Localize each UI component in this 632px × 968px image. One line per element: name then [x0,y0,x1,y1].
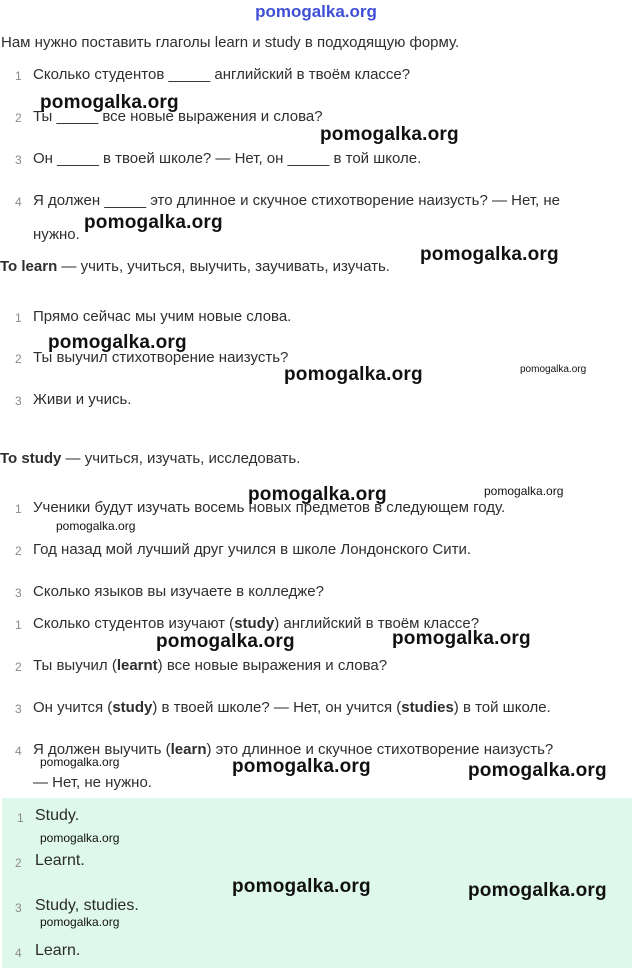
watermark: pomogalka.org [84,212,223,233]
example-number: 1 [15,502,22,516]
watermark: pomogalka.org [48,332,187,353]
learn-definition: — учить, учиться, выучить, заучивать, изучать. [57,258,390,275]
learn-heading [0,258,390,275]
watermark: pomogalka.org [248,484,387,505]
watermark: pomogalka.org [484,484,564,498]
example-number: 3 [15,394,22,408]
study-term: To study [0,450,62,467]
task-number: 2 [15,111,22,125]
filled-number: 4 [15,744,22,758]
watermark: pomogalka.org [232,876,371,897]
filled-sentence-continued: — Нет, не нужно. [33,774,152,791]
watermark: pomogalka.org [40,755,120,769]
answer-text: Learn. [35,942,81,959]
watermark: pomogalka.org [468,760,607,781]
watermark: pomogalka.org [40,915,120,929]
task-text: Ты _____ все новые выражения и слова? [33,108,323,125]
filled-sentence: Он учится (study) в твоей школе? — Нет, он учится (studies) в той школе. [33,699,551,716]
task-text-continued: нужно. [33,226,80,243]
answer-number: 3 [15,901,22,915]
study-example: Сколько языков вы изучаете в колледже? [33,583,324,600]
filled-number: 2 [15,660,22,674]
example-number: 1 [15,311,22,325]
study-example: Ученики будут изучать восемь новых предметов в следующем году. [33,499,506,516]
answer-text: Learnt. [35,852,85,869]
watermark: pomogalka.org [40,92,179,113]
study-definition: — учиться, изучать, исследовать. [61,450,301,467]
watermark: pomogalka.org [468,880,607,901]
answer-text: Study. [35,807,80,824]
answer-number: 1 [17,811,24,825]
learn-example: Прямо сейчас мы учим новые слова. [33,308,292,325]
answer-number: 4 [15,946,22,960]
task-number: 4 [15,195,22,209]
watermark: pomogalka.org [520,364,587,375]
learn-example: Ты выучил стихотворение наизусть? [33,349,289,366]
filled-number: 1 [15,618,22,632]
watermark: pomogalka.org [56,519,136,533]
watermark: pomogalka.org [420,244,559,265]
task-text: Он _____ в твоей школе? — Нет, он _____ в той школе. [33,150,422,167]
watermark: pomogalka.org [320,124,459,145]
site-header[interactable]: pomogalka.org [255,2,377,21]
example-number: 2 [15,544,22,558]
filled-sentence: Сколько студентов изучают (study) английский в твоём классе? [33,615,480,632]
watermark: pomogalka.org [156,631,295,652]
study-example: Год назад мой лучший друг учился в школе Лондонского Сити. [33,541,472,558]
intro-text: Нам нужно поставить глаголы learn и study в подходящую форму. [1,34,460,51]
watermark: pomogalka.org [284,364,423,385]
task-number: 3 [15,153,22,167]
filled-sentence: Я должен выучить (learn) это длинное и скучное стихотворение наизусть? [33,741,554,758]
task-number: 1 [15,69,22,83]
learn-term: To learn [0,258,58,275]
task-text: Я должен _____ это длинное и скучное стихотворение наизусть? — Нет, не [33,192,561,209]
watermark: pomogalka.org [40,831,120,845]
example-number: 2 [15,352,22,366]
answer-text: Study, studies. [35,897,139,914]
filled-number: 3 [15,702,22,716]
watermark: pomogalka.org [232,756,371,777]
example-number: 3 [15,586,22,600]
task-text: Сколько студентов _____ английский в твоём классе? [33,66,411,83]
study-heading [0,450,300,467]
learn-example: Живи и учись. [33,391,132,408]
watermark: pomogalka.org [392,628,531,649]
filled-sentence: Ты выучил (learnt) все новые выражения и слова? [33,657,388,674]
answer-number: 2 [15,856,22,870]
